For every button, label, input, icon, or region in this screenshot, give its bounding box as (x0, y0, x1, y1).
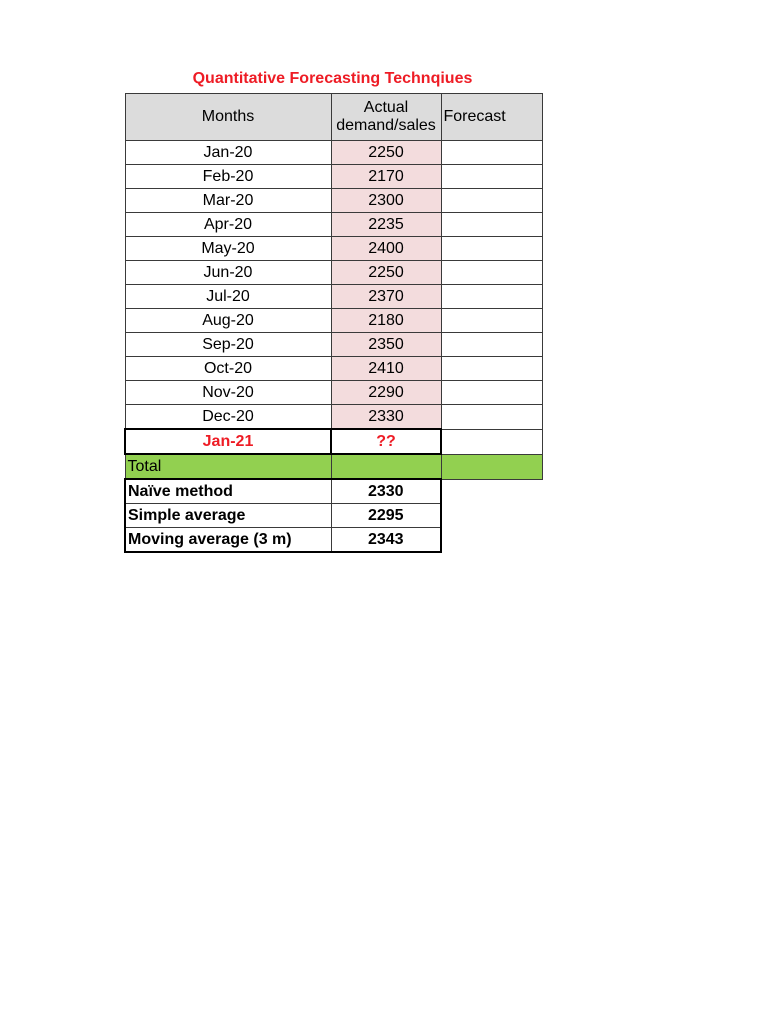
table-row (125, 405, 542, 430)
total-row (125, 454, 542, 479)
actual-cell[interactable]: 2370 (331, 285, 441, 309)
method-value-cell[interactable]: 2343 (331, 528, 441, 553)
table-row (125, 333, 542, 357)
month-cell[interactable]: Dec-20 (125, 405, 331, 430)
table-row (125, 213, 542, 237)
table-row (125, 309, 542, 333)
actual-cell[interactable]: 2235 (331, 213, 441, 237)
target-row (125, 429, 542, 454)
month-cell[interactable]: May-20 (125, 237, 331, 261)
total-actual-cell[interactable] (331, 454, 441, 479)
table-row (125, 285, 542, 309)
month-cell[interactable]: Jul-20 (125, 285, 331, 309)
table-row (125, 165, 542, 189)
actual-cell[interactable]: 2250 (331, 141, 441, 165)
header-row (125, 94, 542, 141)
forecast-cell[interactable] (441, 405, 542, 430)
month-cell[interactable]: Jan-20 (125, 141, 331, 165)
month-cell[interactable]: Mar-20 (125, 189, 331, 213)
month-cell[interactable]: Jun-20 (125, 261, 331, 285)
header-actual-line2: demand/sales (336, 117, 436, 134)
total-label-cell[interactable]: Total (125, 454, 331, 479)
forecast-table (124, 93, 543, 553)
method-name-cell[interactable]: Moving average (3 m) (125, 528, 331, 553)
forecast-cell[interactable] (441, 381, 542, 405)
actual-cell[interactable]: 2290 (331, 381, 441, 405)
table-row (125, 381, 542, 405)
month-cell[interactable]: Feb-20 (125, 165, 331, 189)
forecast-cell[interactable] (441, 261, 542, 285)
table-row (125, 189, 542, 213)
target-month-cell[interactable]: Jan-21 (125, 429, 331, 454)
table-row (125, 141, 542, 165)
actual-cell[interactable]: 2330 (331, 405, 441, 430)
table-row (125, 261, 542, 285)
actual-cell[interactable]: 2410 (331, 357, 441, 381)
actual-cell[interactable]: 2250 (331, 261, 441, 285)
month-cell[interactable]: Oct-20 (125, 357, 331, 381)
sheet-title: Quantitative Forecasting Technqiues (192, 70, 473, 87)
month-cell[interactable]: Apr-20 (125, 213, 331, 237)
actual-cell[interactable]: 2180 (331, 309, 441, 333)
forecast-cell[interactable] (441, 357, 542, 381)
target-forecast-cell[interactable] (441, 429, 542, 454)
forecast-cell[interactable] (441, 213, 542, 237)
method-name-cell[interactable]: Naïve method (125, 479, 331, 504)
target-actual-cell[interactable]: ?? (331, 429, 441, 454)
empty-cell (441, 479, 542, 504)
header-actual-line1: Actual (363, 99, 409, 116)
empty-cell (441, 504, 542, 528)
forecast-cell[interactable] (441, 165, 542, 189)
method-row (125, 479, 542, 504)
table-row (125, 357, 542, 381)
month-cell[interactable]: Sep-20 (125, 333, 331, 357)
empty-cell (441, 528, 542, 553)
actual-cell[interactable]: 2300 (331, 189, 441, 213)
actual-cell[interactable]: 2400 (331, 237, 441, 261)
forecast-cell[interactable] (441, 141, 542, 165)
method-name-cell[interactable]: Simple average (125, 504, 331, 528)
forecast-cell[interactable] (441, 309, 542, 333)
forecast-cell[interactable] (441, 285, 542, 309)
month-cell[interactable]: Nov-20 (125, 381, 331, 405)
forecast-cell[interactable] (441, 237, 542, 261)
header-months[interactable]: Months (125, 94, 331, 141)
actual-cell[interactable]: 2170 (331, 165, 441, 189)
header-actual[interactable] (331, 94, 441, 141)
method-row (125, 504, 542, 528)
method-row (125, 528, 542, 553)
method-value-cell[interactable]: 2295 (331, 504, 441, 528)
forecast-cell[interactable] (441, 189, 542, 213)
header-forecast[interactable]: Forecast (441, 94, 542, 141)
actual-cell[interactable]: 2350 (331, 333, 441, 357)
month-cell[interactable]: Aug-20 (125, 309, 331, 333)
method-value-cell[interactable]: 2330 (331, 479, 441, 504)
table-row (125, 237, 542, 261)
forecast-cell[interactable] (441, 333, 542, 357)
total-forecast-cell[interactable] (441, 454, 542, 479)
